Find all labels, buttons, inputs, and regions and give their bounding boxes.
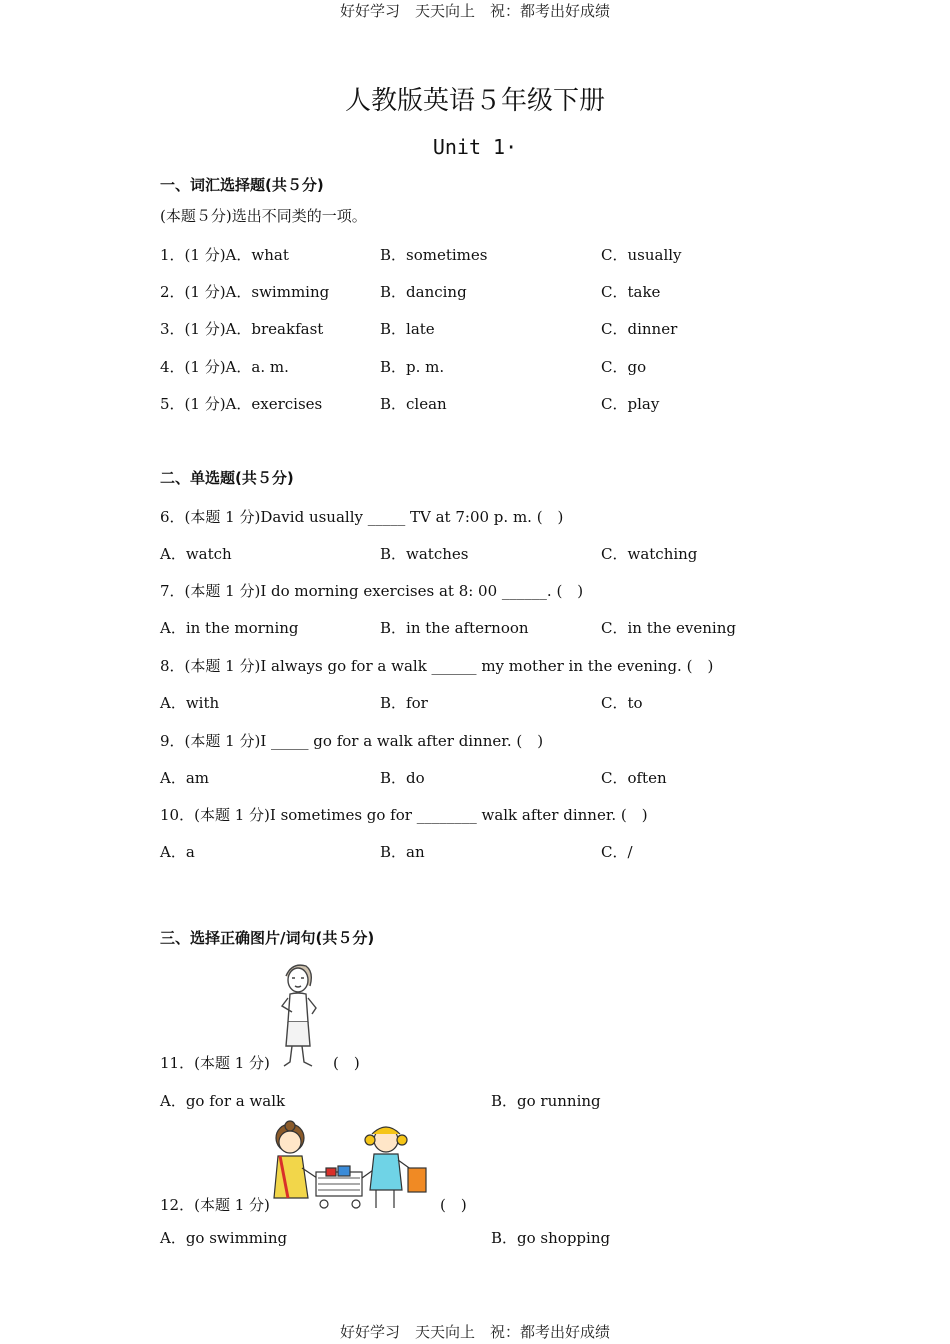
option-5-c: C．play <box>601 395 660 413</box>
option-5-b: B．clean <box>380 395 447 413</box>
option-9-c: C．often <box>601 769 667 787</box>
option-7-a: A．in the morning <box>160 619 299 637</box>
section-heading-single: 二、单选题(共５分) <box>160 469 294 487</box>
option-3-b: B．late <box>380 320 435 338</box>
question-8: 8．(本题 1 分)I always go for a walk ______ my mother in the evening. ( ) <box>160 657 714 675</box>
option-12-a: A．go swimming <box>160 1229 288 1247</box>
question-6: 6．(本题 1 分)David usually _____ TV at 7:00 p. m. ( ) <box>160 508 564 526</box>
answer-paren-12: ( ) <box>440 1196 467 1214</box>
walking-girl-illustration <box>272 962 326 1070</box>
option-2-c: C．take <box>601 283 661 301</box>
option-6-a: A．watch <box>160 545 232 563</box>
question-11: 11．(本题 1 分) <box>160 1054 270 1072</box>
option-11-a: A．go for a walk <box>160 1092 286 1110</box>
question-4: 4．(1 分)A．a. m. <box>160 358 289 376</box>
option-4-c: C．go <box>601 358 647 376</box>
option-12-b: B．go shopping <box>491 1229 611 1247</box>
page-title: 人教版英语５年级下册 <box>344 86 605 116</box>
option-6-b: B．watches <box>380 545 469 563</box>
option-1-b: B．sometimes <box>380 246 488 264</box>
page-footer: 好好学习 天天向上 祝：都考出好成绩 <box>339 1323 610 1341</box>
option-6-c: C．watching <box>601 545 698 563</box>
page-header: 好好学习 天天向上 祝：都考出好成绩 <box>339 2 610 20</box>
question-1: 1．(1 分)A．what <box>160 246 289 264</box>
option-3-c: C．dinner <box>601 320 678 338</box>
option-10-b: B．an <box>380 843 425 861</box>
option-7-c: C．in the evening <box>601 619 736 637</box>
question-12: 12．(本题 1 分) <box>160 1196 270 1214</box>
option-9-a: A．am <box>160 769 209 787</box>
question-2: 2．(1 分)A．swimming <box>160 283 330 301</box>
option-8-a: A．with <box>160 694 220 712</box>
question-5: 5．(1 分)A．exercises <box>160 395 323 413</box>
option-7-b: B．in the afternoon <box>380 619 529 637</box>
option-11-b: B．go running <box>491 1092 601 1110</box>
option-2-b: B．dancing <box>380 283 467 301</box>
section-heading-vocab: 一、词汇选择题(共５分) <box>160 176 324 194</box>
option-8-c: C．to <box>601 694 643 712</box>
question-10: 10．(本题 1 分)I sometimes go for ________ walk after dinner. ( ) <box>160 806 648 824</box>
section-instruction: (本题５分)选出不同类的一项。 <box>160 207 367 225</box>
option-4-b: B．p. m. <box>380 358 445 376</box>
question-9: 9．(本题 1 分)I _____ go for a walk after dinner. ( ) <box>160 732 544 750</box>
option-8-b: B．for <box>380 694 428 712</box>
question-7: 7．(本题 1 分)I do morning exercises at 8: 00 ______. ( ) <box>160 582 584 600</box>
answer-paren-11: ( ) <box>333 1054 360 1072</box>
unit-title: Unit 1· <box>432 135 518 159</box>
option-10-c: C．/ <box>601 843 633 861</box>
option-1-c: C．usually <box>601 246 682 264</box>
section-heading-picture: 三、选择正确图片/词句(共５分) <box>160 929 375 947</box>
option-10-a: A．a <box>160 843 195 861</box>
question-3: 3．(1 分)A．breakfast <box>160 320 324 338</box>
option-9-b: B．do <box>380 769 425 787</box>
shopping-girls-illustration <box>268 1120 434 1212</box>
